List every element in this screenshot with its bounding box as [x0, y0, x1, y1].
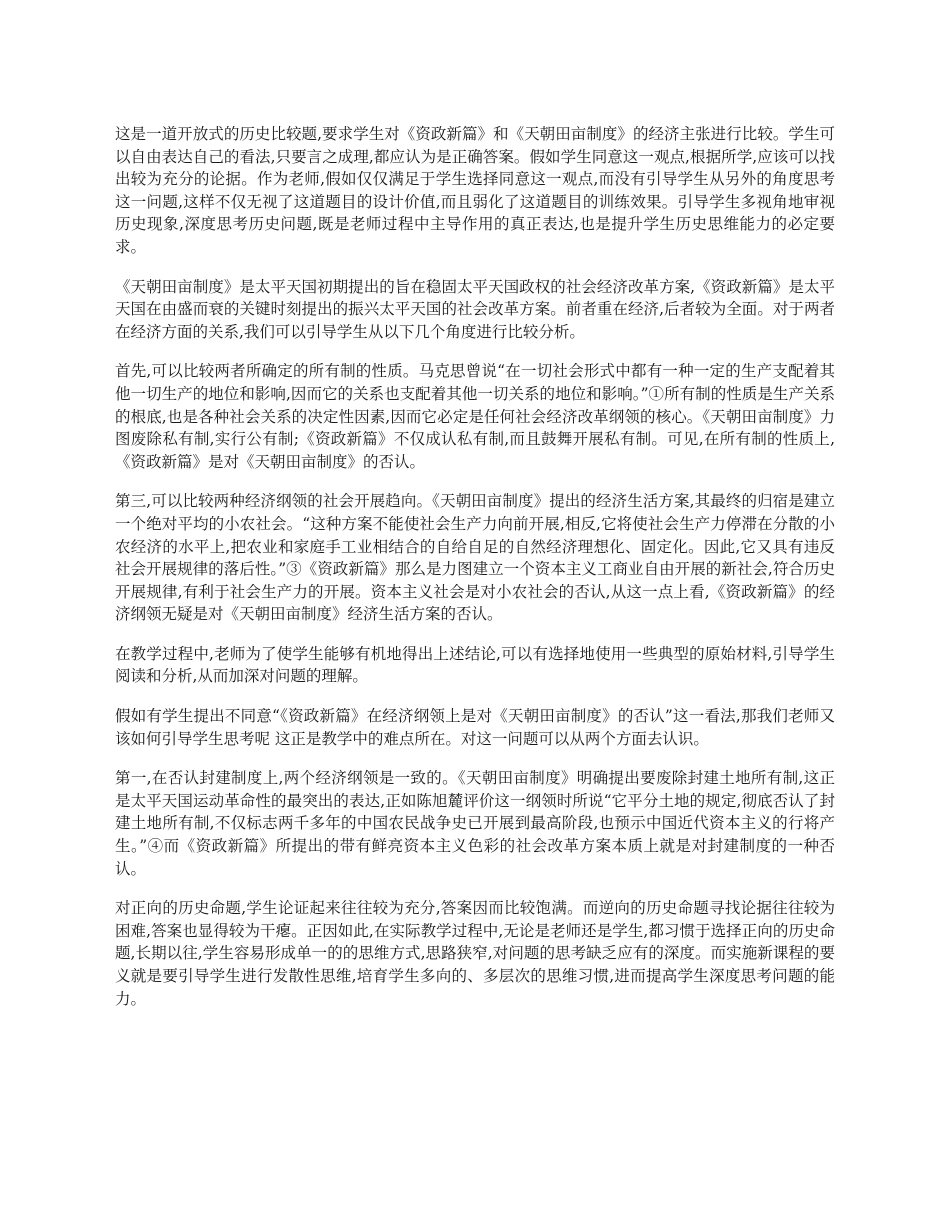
- paragraph-7: 第一,在否认封建制度上,两个经济纲领是一致的。《天朝田亩制度》明确提出要废除封建土地所有制,这正是太平天国运动革命性的最突出的表达,正如陈旭麓评价这一纲领时所说“它平分土地的规定,彻底否认了封建土地所有制,不仅标志两千多年的中国农民战争史已开展到最高阶段,也预示中国近代资本主义的行将产生。”④而《资政新篇》所提出的带有鲜亮资本主义色彩的社会改革方案本质上就是对封建制度的一种否认。: [115, 769, 835, 878]
- paragraph-6: 假如有学生提出不同意“《资政新篇》在经济纲领上是对《天朝田亩制度》的否认”这一看法,那我们老师又该如何引导学生思考呢 这正是教学中的难点所在。对这一问题可以从两个方面去认识。: [115, 707, 835, 748]
- paragraph-8: 对正向的历史命题,学生论证起来往往较为充分,答案因而比较饱满。而逆向的历史命题寻找论据往往较为困难,答案也显得较为干瘪。正因如此,在实际教学过程中,无论是老师还是学生,都习惯于选择正向的历史命题,长期以往,学生容易形成单一的的思维方式,思路狭窄,对问题的思考缺乏应有的深度。而实施新课程的要义就是要引导学生进行发散性思维,培育学生多向的、多层次的思维习惯,进而提高学生深度思考问题的能力。: [115, 899, 835, 1008]
- paragraph-5: 在教学过程中,老师为了使学生能够有机地得出上述结论,可以有选择地使用一些典型的原始材料,引导学生阅读和分析,从而加深对问题的理解。: [115, 644, 835, 686]
- paragraph-2: 《天朝田亩制度》是太平天国初期提出的旨在稳固太平天国政权的社会经济改革方案,《资政新篇》是太平天国在由盛而衰的关键时刻提出的振兴太平天国的社会改革方案。前者重在经济,后者较为全面。对于两者在经济方面的关系,我们可以引导学生从以下几个角度进行比较分析。: [115, 277, 835, 341]
- paragraph-4: 第三,可以比较两种经济纲领的社会开展趋向。《天朝田亩制度》提出的经济生活方案,其最终的归宿是建立一个绝对平均的小农社会。“这种方案不能使社会生产力向前开展,相反,它将使社会生产力停滞在分散的小农经济的水平上,把农业和家庭手工业相结合的自给自足的自然经济理想化、固定化。因此,它又具有违反社会开展规律的落后性。”③《资政新篇》那么是力图建立一个资本主义工商业自由开展的新社会,符合历史开展规律,有利于社会生产力的开展。资本主义社会是对小农社会的否认,从这一点上看,《资政新篇》的经济纲领无疑是对《天朝田亩制度》经济生活方案的否认。: [115, 492, 835, 624]
- paragraph-3: 首先,可以比较两者所确定的所有制的性质。马克思曾说“在一切社会形式中都有一种一定的生产支配着其他一切生产的地位和影响,因而它的关系也支配着其他一切关系的地位和影响。”①所有制的性质是生产关系的根底,也是各种社会关系的决定性因素,因而它必定是任何社会经济改革纲领的核心。《天朝田亩制度》力图废除私有制,实行公有制;《资政新篇》不仅成认私有制,而且鼓舞开展私有制。可见,在所有制的性质上,《资政新篇》是对《天朝田亩制度》的否认。: [115, 362, 835, 471]
- document-body: [115, 123, 835, 1027]
- paragraph-1: 这是一道开放式的历史比较题,要求学生对《资政新篇》和《天朝田亩制度》的经济主张进行比较。学生可以自由表达自己的看法,只要言之成理,都应认为是正确答案。假如学生同意这一观点,根据所学,应该可以找出较为充分的论据。作为老师,假如仅仅满足于学生选择同意这一观点,而没有引导学生从另外的角度思考这一问题,这样不仅无视了这道题目的设计价值,而且弱化了这道题目的训练效果。引导学生多视角地审视历史现象,深度思考历史问题,既是老师过程中主导作用的真正表达,也是提升学生历史思维能力的必定要求。: [115, 125, 835, 256]
